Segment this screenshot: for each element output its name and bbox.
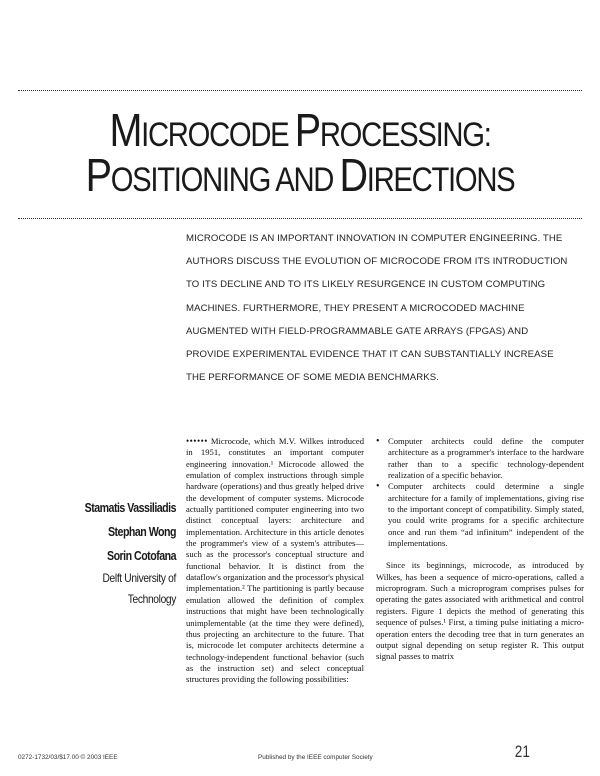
title-word: IRECTIONS xyxy=(366,161,515,199)
abstract-line: THE PERFORMANCE OF SOME MEDIA BENCHMARKS. xyxy=(186,372,440,384)
bullet-icon: • xyxy=(376,481,380,493)
title-word: ICROCODE xyxy=(141,116,289,154)
footer-publisher: Published by the IEEE computer Society xyxy=(258,754,373,761)
abstract-line: TO ITS DECLINE AND TO ITS LIKELY RESURGENCE IN CUSTOM COMPUTING xyxy=(186,279,546,291)
abstract-line: AUTHORS DISCUSS THE EVOLUTION OF MICROCODE FROM ITS INTRODUCTION xyxy=(186,256,568,268)
title-initial: P xyxy=(85,149,111,201)
author-affiliation-line-1: Delft University of xyxy=(102,571,176,585)
lead-dots: •••••• xyxy=(186,436,208,446)
abstract xyxy=(186,232,586,394)
title-word: OSITIONING AND xyxy=(110,161,334,199)
intro-paragraph xyxy=(186,436,364,686)
author-name: Stephan Wong xyxy=(107,525,176,539)
possibilities-list xyxy=(376,436,584,549)
intro-paragraph-text: Microcode, which M.V. Wilkes introduced in 1951, constitutes an important computer engineering innovation.¹ Microcode allowed the emulation of complex instructions through simple hardware (operations) and thus greatly helped drive the development of computer systems. Microcode actually partitioned computer engineering into two distinct conceptual layers: architecture and implementation. Architecture in this article denotes the programmer's view of a system's attributes—such as the processor's conceptual structure and functional behavior. It is distinct from the dataflow's organization and the processor's physical implementation.² The partitioning is partly because emulation allowed the definition of complex instructions that might have been technologically unimplementable (at the time they were defined), thus projecting an architecture to the future. That is, microcode let computer architects determine a technology-independent functional behavior (such as the instruction set) and select conceptual structures providing the following possibilities: xyxy=(186,436,364,685)
list-item xyxy=(376,436,584,481)
article-title-line-2 xyxy=(76,148,523,202)
list-item-text: Computer architects could determine a single architecture for a family of implementations, giving rise to the important concept of compatibility. Simply stated, you could write programs for a specific architecture once and run them “ad infinitum” independent of the implementations. xyxy=(388,481,584,549)
title-initial: D xyxy=(339,149,367,201)
abstract-line: MICROCODE IS AN IMPORTANT INNOVATION IN COMPUTER ENGINEERING. THE xyxy=(186,233,563,244)
abstract-line: MACHINES. FURTHERMORE, THEY PRESENT A MICROCODED MACHINE xyxy=(186,302,525,314)
body-left-column xyxy=(186,436,364,686)
body-right-column xyxy=(376,436,584,663)
title-initial: M xyxy=(109,104,142,156)
abstract-line: PROVIDE EXPERIMENTAL EVIDENCE THAT IT CAN SUBSTANTIALLY INCREASE xyxy=(186,348,554,360)
author-block xyxy=(40,496,176,610)
list-item-text: Computer architects could define the computer architecture as a programmer's interface to the hardware rather than to a specific technology-dependent realization of a specific behavior. xyxy=(388,436,584,481)
microcode-history-paragraph: Since its beginnings, microcode, as introduced by Wilkes, has been a sequence of micro-operations, called a microprogram. Such a microprogram comprises pulses for operating the gates associated with arithmetical and control registers. Figure 1 depicts the method of generating this sequence of pulses.¹ First, a timing pulse initiating a micro-operation enters the decoding tree that in turn generates an output signal depending on setup register R. This output signal passes to matrix xyxy=(376,560,584,662)
middle-dotted-rule xyxy=(18,218,582,219)
title-word: ROCESSING: xyxy=(319,116,491,154)
page-number: 21 xyxy=(514,742,530,761)
bullet-icon: • xyxy=(376,436,380,447)
list-item xyxy=(376,481,584,549)
author-name: Sorin Cotofana xyxy=(106,549,176,563)
title-initial: P xyxy=(294,104,320,156)
abstract-line: AUGMENTED WITH FIELD-PROGRAMMABLE GATE ARRAYS (FPGAS) AND xyxy=(186,325,529,337)
top-dotted-rule xyxy=(18,90,582,91)
footer-copyright: 0272-1732/03/$17.00 © 2003 IEEE xyxy=(18,754,118,761)
author-name: Stamatis Vassiliadis xyxy=(84,501,176,515)
author-affiliation-line-2: Technology xyxy=(127,592,176,606)
